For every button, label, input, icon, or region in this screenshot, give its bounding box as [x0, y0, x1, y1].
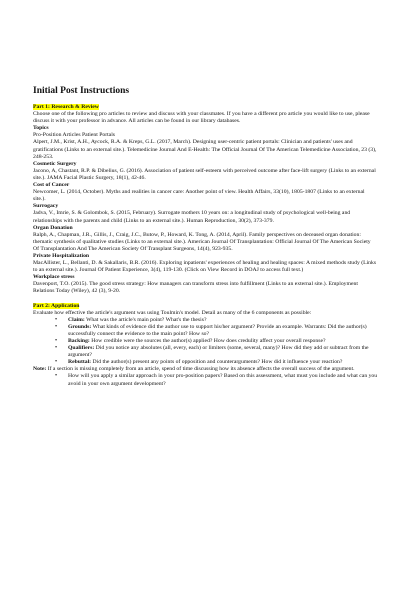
- note-paragraph: Note: If a section is missing completely from an article, spend of time discussing how its absence affects the overall success of the argument.: [33, 366, 355, 373]
- topic-citation-stress: Davenport, T.O. (2015). The good stress strategy: How managers can transform stress into fulfillment (Links to an external site.). Employment Relations Today (Wiley), 42 (3), 9-20.: [33, 281, 358, 295]
- part1-intro: Choose one of the following pro articles to review and discuss with your classmates. If you have a different pro article you would like to use, please discuss it with your professor in advance. All articles can be found in our library databases.: [33, 111, 370, 125]
- toulmin-components-list: [33, 317, 378, 367]
- topic-title-stress: Workplace stress: [33, 274, 75, 281]
- final-question-list: [33, 373, 378, 387]
- list-item-grounds: • Grounds: What kinds of evidence did the author use to support his/her argument? Provide an example. Warrants: Did the author(s) successfully connect the evidence to the main point? How so?: [68, 324, 378, 338]
- topic-citation-hospital: MacAllister, L., Bellanti, D. & Sakallaris, B.R. (2016). Exploring inpatients' experiences of healing and healing spaces: A mixed methods study (Links to an external site.). Journal Of Patient Experience, 3(4), 119-130. (Click on View Record in DOAJ to access full text.): [33, 260, 377, 274]
- topics-label: Topics: [33, 125, 49, 132]
- list-item-qualifiers: • Qualifiers: Did you notice any absolutes (all, every, each) or limiters (some, several, many)? How did they add or subtract from the argument?: [68, 345, 378, 359]
- topic-title-surrogacy: Surrogacy: [33, 203, 59, 210]
- topic-title-cancer: Cost of Cancer: [33, 182, 70, 189]
- list-item-claim: • Claim: What was the article's main point? What's the thesis?: [68, 317, 378, 324]
- topic-title-hospital: Private Hospitalization: [33, 252, 90, 259]
- topic-title-cosmetic: Cosmetic Surgery: [33, 160, 77, 167]
- topic-citation-cancer: Newcomer, L. (2014, October). Myths and realities in cancer care: Another point of view. Health Affairs, 33(10), 1805-1807 (Links to an external site.).: [33, 189, 365, 203]
- topic-citation-surrogacy: Jadva, V., Imrie, S. & Golombok, S. (2015, February). Surrogate mothers 10 years on: a longitudinal study of psychological well-being and relationships with the parents and child (Links to an external site.). Human Reproduction, 30(2), 373-379.: [33, 210, 351, 224]
- page-title: Initial Post Instructions: [33, 86, 130, 96]
- list-item-backing: • Backing: How credible were the sources the author(s) applied? How does credulity affect your overall response?: [68, 338, 378, 345]
- topic-citation-portals: Alpert, J.M., Krist, A.H., Aycock, R.A. & Kreps, G.L. (2017, March). Designing user-centric patient portals: Clinician and patients' uses and gratifications (Links to an external site.). Telemedicine Journal And E-Health: The Official Journal Of The American Telemedicine Association, 23 (3), 248-253.: [33, 139, 377, 160]
- list-item-rebuttal: • Rebuttal: Did the author(s) present any points of opposition and counterarguments? How did it influence your reaction?: [68, 359, 378, 366]
- document-page: [33, 86, 378, 388]
- list-item-final: • How will you apply a similar approach in your pro-position papers? Based on this assessment, what must you include and what can you avoid in your own argument development?: [68, 373, 378, 387]
- topic-citation-organ: Ralph, A., Chapman, J.R., Gillis, J., Craig, J.C., Butow, P., Howard, K. Tong, A. (2014, April). Family perspectives on deceased organ donation: thematic synthesis of qualitative studies (Links to an external site.). American Journal Of Transplantation: Official Journal Of The American Society Of Transplantation And The American Society Of Transplant Surgeons, 14(4), 923-935.: [33, 231, 371, 252]
- topics-list: [33, 132, 378, 295]
- part1-heading: Part 1: Research & Review: [33, 104, 99, 110]
- part2-intro: Evaluate how effective the article's argument was using Toulmin's model. Detail as many of the 6 components as possible:: [33, 309, 312, 316]
- topic-title-organ: Organ Donation: [33, 224, 73, 231]
- topic-title-portals: Pro-Position Articles Patient Portals: [33, 132, 115, 139]
- topic-citation-cosmetic: Jacono, A, Chastant, R.P. & Dibelius, G. (2016). Association of patient self-esteem with perceived outcome after face-lift surgery (Links to an external site.). JAMA Facial Plastic Surgery, 18(1), 42-46.: [33, 167, 376, 181]
- part2-heading: Part 2: Application: [33, 302, 80, 309]
